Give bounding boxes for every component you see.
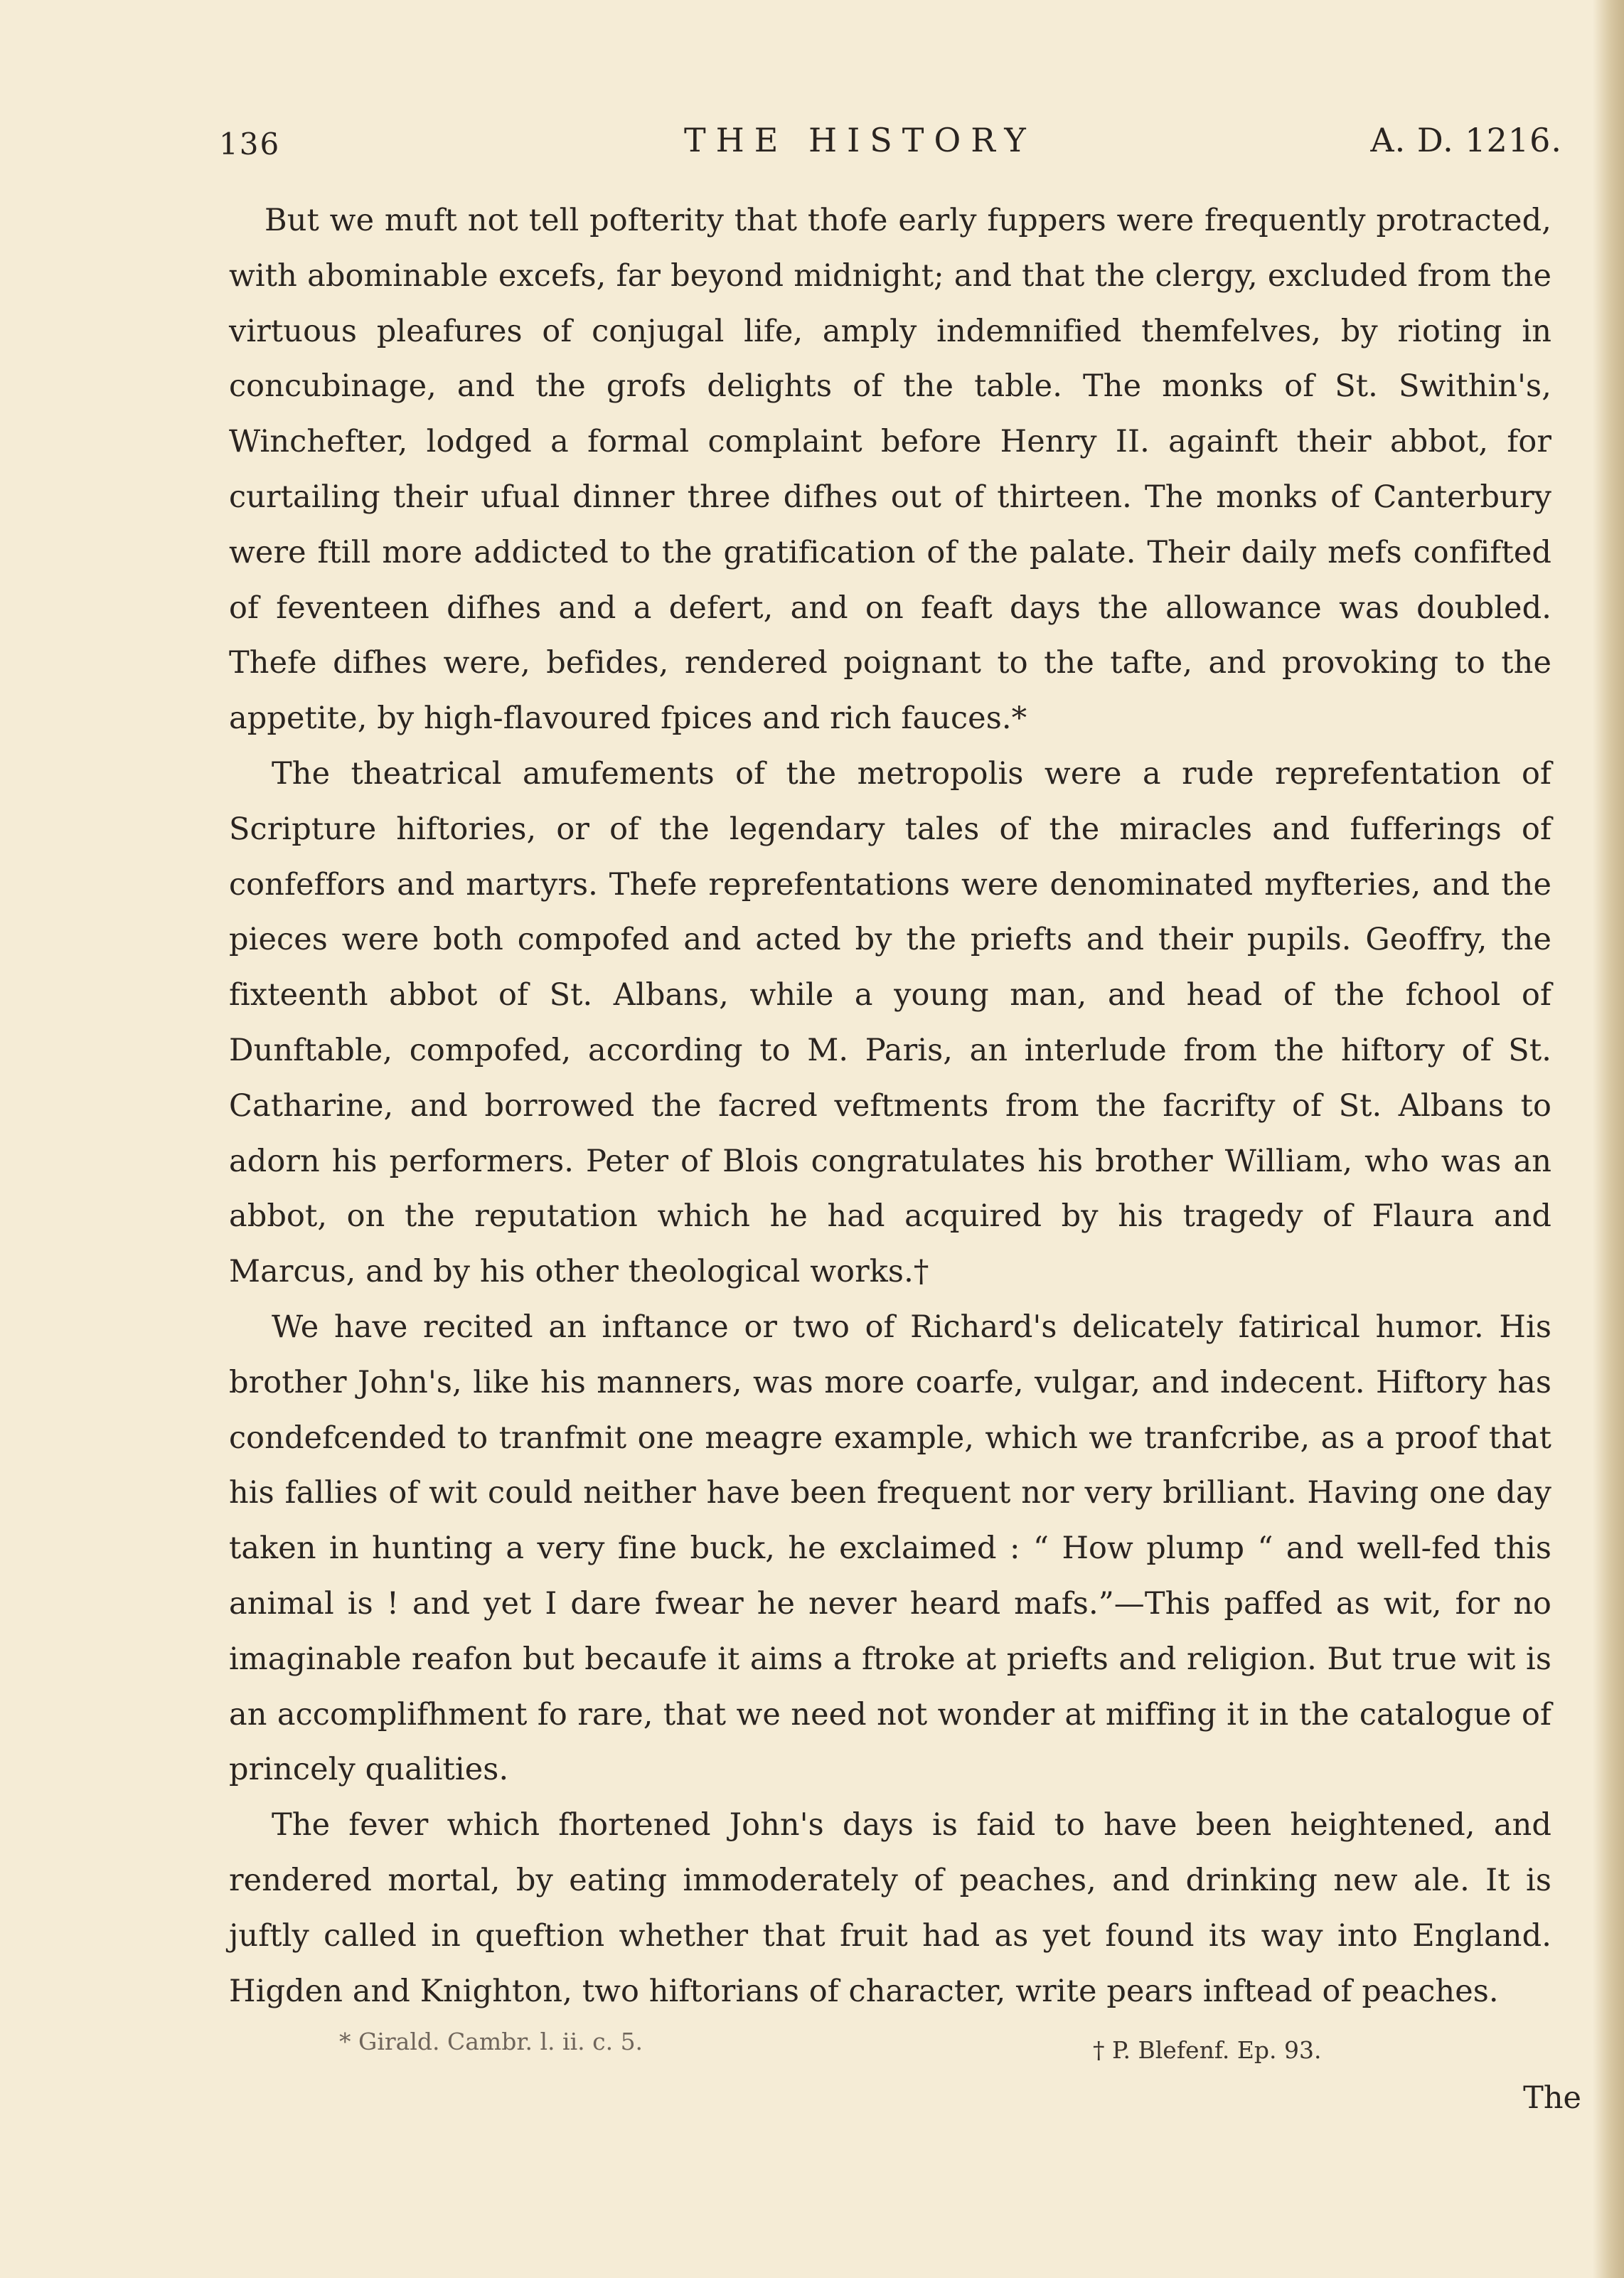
book-page [219, 121, 1562, 2067]
running-date: A. D. 1216. [1370, 121, 1562, 159]
page-number: 136 [219, 127, 281, 161]
footnote-girald: * Girald. Cambr. l. ii. c. 5. [339, 2028, 643, 2056]
running-title: THE HISTORY [684, 121, 1036, 159]
paragraph-suppers: But we muft not tell pofterity that thofe early fuppers were frequently protracted, with abominable excefs, far beyond midnight; and that the clergy, excluded from the virtuous pleafures of conjugal life, amply indemnified themfelves, by rioting in concubinage, and the grofs delights of the table. The monks of St. Swithin's, Winchefter, lodged a formal complaint before Henry II. againft their abbot, for curtailing their ufual dinner three difhes out of thirteen. The monks of Canterbury were ftill more addicted to the gratification of the palate. Their daily mefs confifted of feventeen difhes and a defert, and on feaft days the allowance was doubled. Thefe difhes were, befides, rendered poignant to the tafte, and provoking to the appetite, by high-flavoured fpices and rich fauces.* [229, 203, 1551, 737]
body-text [229, 193, 1551, 2019]
footnotes [229, 2022, 1551, 2067]
footnote-blesensis: † P. Blefenf. Ep. 93. [1093, 2036, 1322, 2065]
paragraph-john-wit: We have recited an inftance or two of Richard's delicately fatirical humor. His brother John's, like his manners, was more coarfe, vulgar, and indecent. Hiftory has condefcended to tranfmit one meagre example, which we tranfcribe, as a proof that his fallies of wit could neither have been frequent nor very brilliant. Having one day taken in hunting a very fine buck, he exclaimed : “ How plump “ and well-fed this animal is ! and yet I dare fwear he never heard mafs.”—This paffed as wit, for no imaginable reafon but becaufe it aims a ftroke at priefts and religion. But true wit is an accomplifhment fo rare, that we need not wonder at miffing it in the catalogue of princely qualities. [229, 1309, 1551, 1788]
catchword: The [1523, 2080, 1581, 2116]
page-edge-shadow [1593, 0, 1624, 2278]
running-head [219, 121, 1562, 164]
paragraph-fever: The fever which fhortened John's days is faid to have been heightened, and rendered mortal, by eating immoderately of peaches, and drinking new ale. It is juftly called in queftion whether that fruit had as yet found its way into England. Higden and Knighton, two hiftorians of character, write pears inftead of peaches. [229, 1807, 1551, 2009]
paragraph-theatrical: The theatrical amufements of the metropolis were a rude reprefentation of Scripture hiftories, or of the legendary tales of the miracles and fufferings of confeffors and martyrs. Thefe reprefentations were denominated myfteries, and the pieces were both compofed and acted by the priefts and their pupils. Geoffry, the fixteenth abbot of St. Albans, while a young man, and head of the fchool of Dunftable, compofed, according to M. Paris, an interlude from the hiftory of St. Catharine, and borrowed the facred veftments from the facrifty of St. Albans to adorn his performers. Peter of Blois congratulates his brother William, who was an abbot, on the reputation which he had acquired by his tragedy of Flaura and Marcus, and by his other theological works.† [229, 755, 1551, 1290]
